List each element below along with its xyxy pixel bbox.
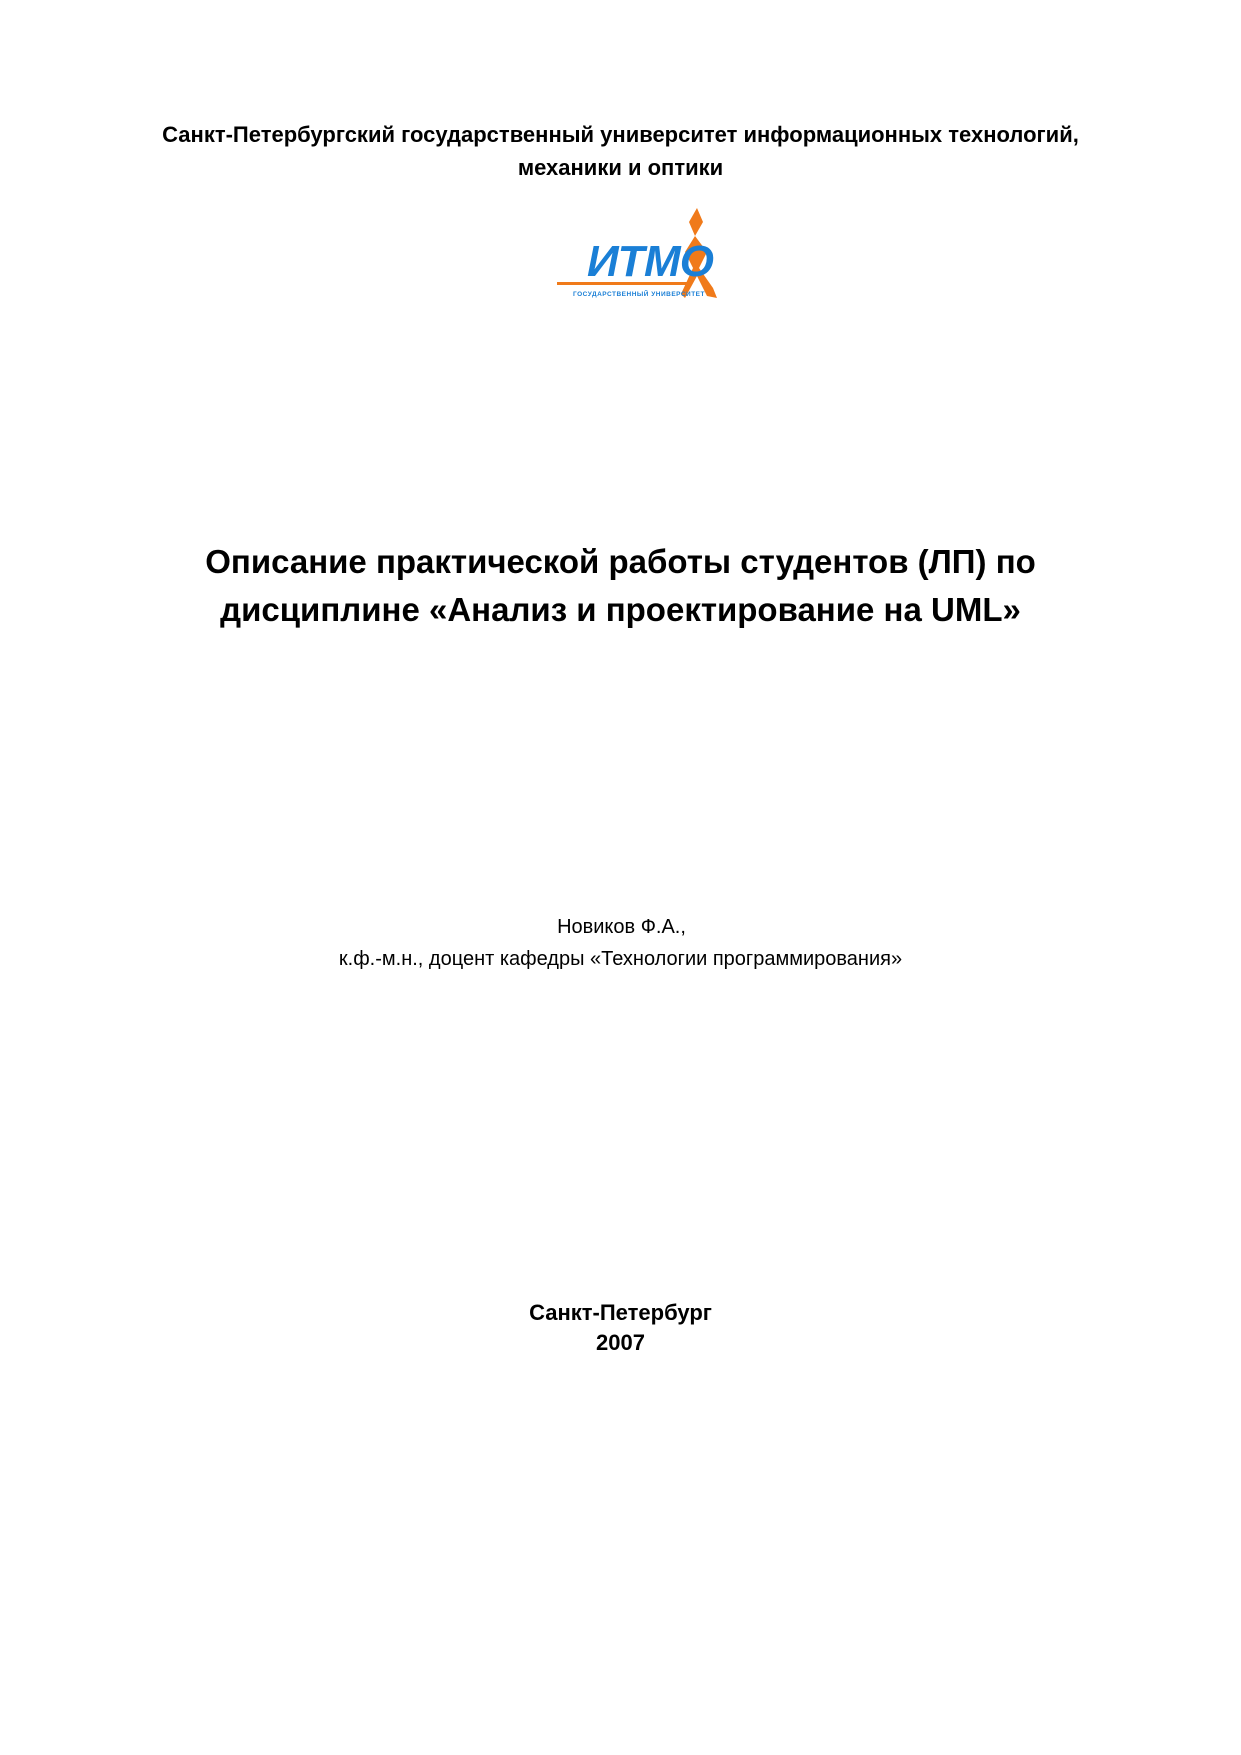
- document-title: [0, 538, 1241, 634]
- title-line2: дисциплине «Анализ и проектирование на UML»: [220, 591, 1021, 628]
- logo-subtitle: ГОСУДАРСТВЕННЫЙ УНИВЕРСИТЕТ: [573, 291, 705, 298]
- author-block: [0, 911, 1241, 975]
- footer-city: Санкт-Петербург: [529, 1300, 712, 1325]
- author-name: Новиков Ф.А.,: [557, 916, 686, 938]
- logo-wordmark: ИТМО: [587, 237, 713, 286]
- university-name-line2: механики и оптики: [517, 155, 724, 180]
- university-header: [0, 118, 1241, 184]
- title-line1: Описание практической работы студентов (ЛП) по: [205, 543, 1036, 580]
- itmo-logo: [557, 206, 732, 302]
- footer-year: 2007: [596, 1330, 645, 1355]
- university-name-line1: Санкт-Петербургский государственный университет информационных технологий,: [162, 122, 1079, 147]
- document-footer: [0, 1298, 1241, 1358]
- author-position: к.ф.-м.н., доцент кафедры «Технологии программирования»: [338, 948, 903, 970]
